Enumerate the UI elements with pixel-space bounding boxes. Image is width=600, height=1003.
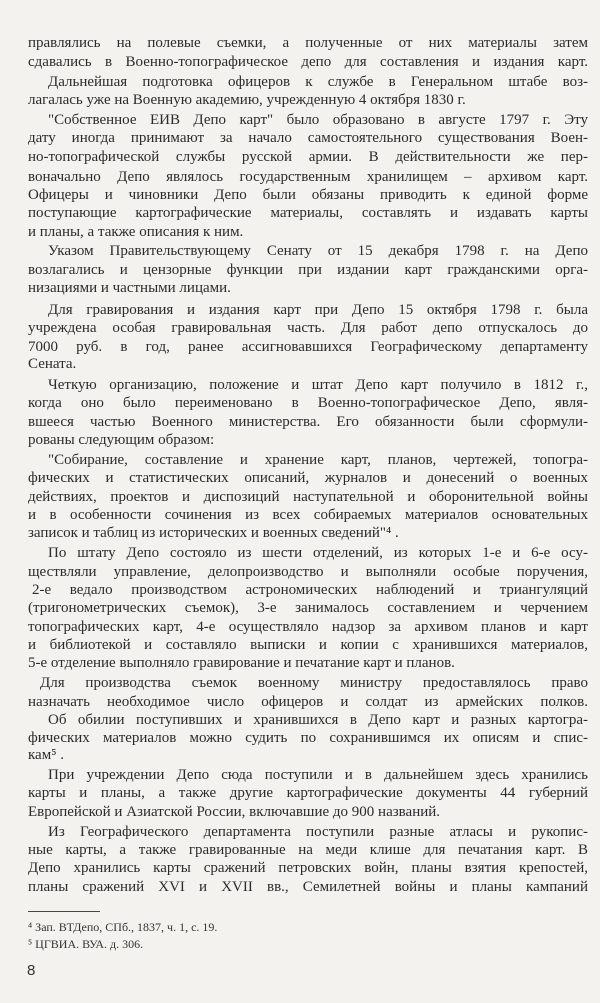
text-line: сдавались в Военно-топографическое депо для составления и издания карт. [28,54,588,70]
footnote-5: ⁵ ЦГВИА. ВУА. д. 306. [28,937,144,951]
text-line: Четкую организацию, положение и штат Депо карт получило в 1812 г., [48,377,588,393]
text-line: учреждена особая гравировальная часть. Для работ депо отпускалось до [28,320,588,336]
text-line: При учреждении Депо сюда поступили и в дальнейшем здесь хранились [48,767,588,783]
text-line: правлялись на полевые съемки, а полученные от них материалы затем [28,35,588,51]
text-line: "Собственное ЕИВ Депо карт" было образовано в августе 1797 г. Эту [48,112,588,128]
text-line: вшееся частью Военного министерства. Его обязанности были сформули- [28,414,588,430]
text-line: Из Географического департамента поступили разные атласы и рукопис- [48,824,588,840]
text-line: действиях, проектов и диспозиций наступательной и оборонительной войны [28,489,588,505]
text-line: "Собирание, составление и хранение карт, планов, чертежей, топогра- [48,452,588,468]
text-line: Европейской и Азиатской России, включавшие до 900 названий. [28,804,441,820]
footnote-separator [28,911,100,912]
text-line: карты и планы, а также другие картографические документы 44 губерний [28,785,588,801]
text-line: ные карты, а также гравированные на меди клише для печатания карт. В [28,842,588,858]
text-line: назначать необходимое число офицеров и солдат из армейских полков. [28,694,588,710]
text-line: низациями и частными лицами. [28,280,231,296]
text-line: 5-е отделение выполняло гравирование и печатание карт и планов. [28,655,455,671]
text-line: когда оно было переименовано в Военно-топографическое Депо, явля- [28,395,588,411]
text-line: Об обилии поступивших и хранившихся в Депо карт и разных картогра- [48,712,588,728]
text-line: кам⁵ . [28,747,64,763]
text-line: Для производства съемок военному министру предоставлялось право [40,675,588,691]
text-line: Офицеры и чиновники Депо были обязаны приводить к единой форме [28,187,588,203]
text-line: Дальнейшая подготовка офицеров к службе в Генеральном штабе воз- [48,74,588,90]
text-line: поступающие картографические материалы, составлять и издавать карты [28,205,588,221]
footnote-4: ⁴ Зап. ВТДепо, СПб., 1837, ч. 1, с. 19. [28,920,218,934]
text-line: топографических карт, 4-е осуществляло надзор за архивом планов и карт [28,619,588,635]
text-line: планы сражений XVI и XVII вв., Семилетней войны и планы кампаний [28,879,588,895]
text-line: Сената. [28,356,77,372]
text-line: 7000 руб. в год, ранее ассигновавшихся Географическому департаменту [28,339,588,355]
text-line: воначально Депо являлось государственным хранилищем – архивом карт. [28,169,588,185]
text-line: Указом Правительствующему Сенату от 15 декабря 1798 г. на Депо [48,243,588,259]
text-line: записок и таблиц из исторических и военных сведений"⁴ . [28,525,399,541]
text-line: По штату Депо состояло из шести отделений, из которых 1-е и 6-е осу- [48,545,588,561]
page-number: 8 [27,962,36,979]
text-line: фических материалов можно судить по сохранившимся их описям и спис- [28,730,588,746]
text-line: и библиотекой и составляло выписки и копии с хранившихся материалов, [28,637,588,653]
text-line: Депо хранились карты сражений петровских войн, планы взятия крепостей, [28,860,588,876]
text-line: и в особенности сочинения из всех собираемых материалов основательных [28,507,588,523]
text-line: рованы следующим образом: [28,432,215,448]
text-line: (тригонометрических съемок), 3-е занималось составлением и черчением [28,600,588,616]
text-line: фических и статистических описаний, журналов и донесений о военных [28,470,588,486]
text-line: дату иногда принимают за начало самостоятельного существования Воен- [28,130,588,146]
text-line: и планы, а также описания к ним. [28,224,244,240]
text-line: лагалась уже на Военную академию, учрежденную 4 октября 1830 г. [28,92,466,108]
text-line: 2-е ведало производством астрономических наблюдений и триангуляций [32,582,588,598]
text-line: возлагались и цензорные функции при издании карт гражданскими орга- [28,262,588,278]
text-line: ществляли управление, делопроизводство и выполняли особые поручения, [28,564,588,580]
text-line: но-топографической службы русской армии. В действительности же пер- [28,149,588,165]
text-line: Для гравирования и издания карт при Депо 15 октября 1798 г. была [48,302,588,318]
